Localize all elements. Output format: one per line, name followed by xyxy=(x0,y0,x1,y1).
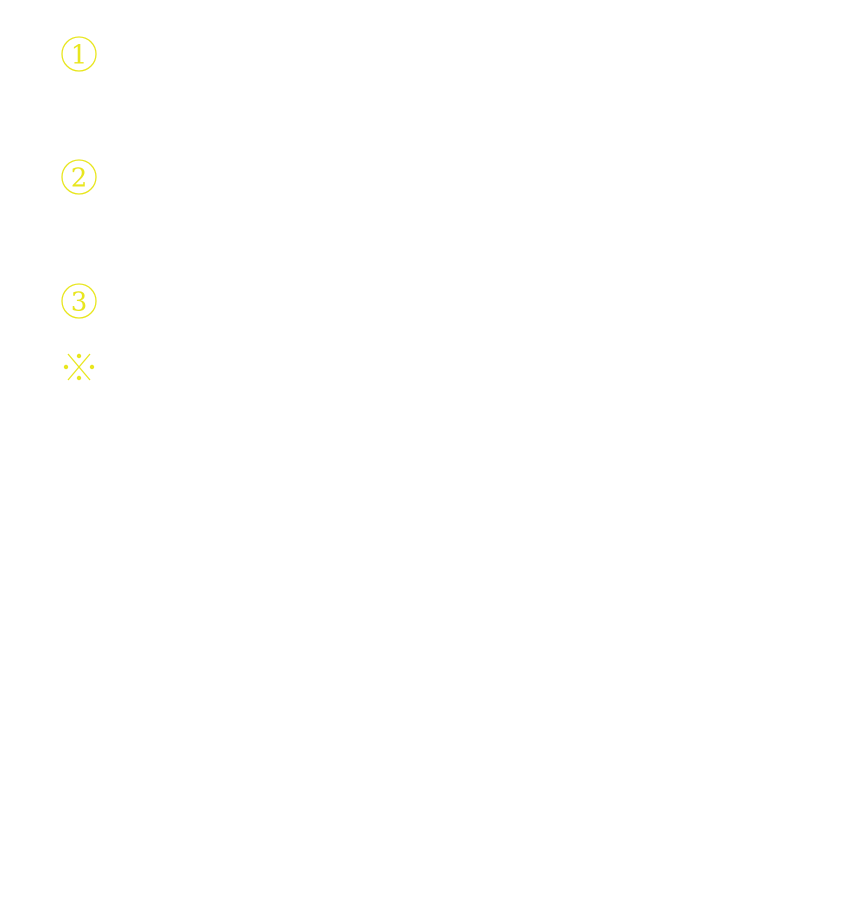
circled-number-1-graphic xyxy=(60,34,100,74)
reference-mark-graphic xyxy=(60,348,100,388)
circled-number-1-icon xyxy=(60,34,100,74)
marker-3-label: 3 xyxy=(70,287,88,318)
circled-number-2-icon xyxy=(60,157,100,197)
circled-number-3-icon xyxy=(60,281,100,321)
marker-2-label: 2 xyxy=(70,163,88,194)
marker-1-label: 1 xyxy=(70,40,88,71)
reference-mark-icon xyxy=(60,348,100,388)
circled-number-2-graphic xyxy=(60,157,100,197)
circled-number-3-graphic xyxy=(60,281,100,321)
